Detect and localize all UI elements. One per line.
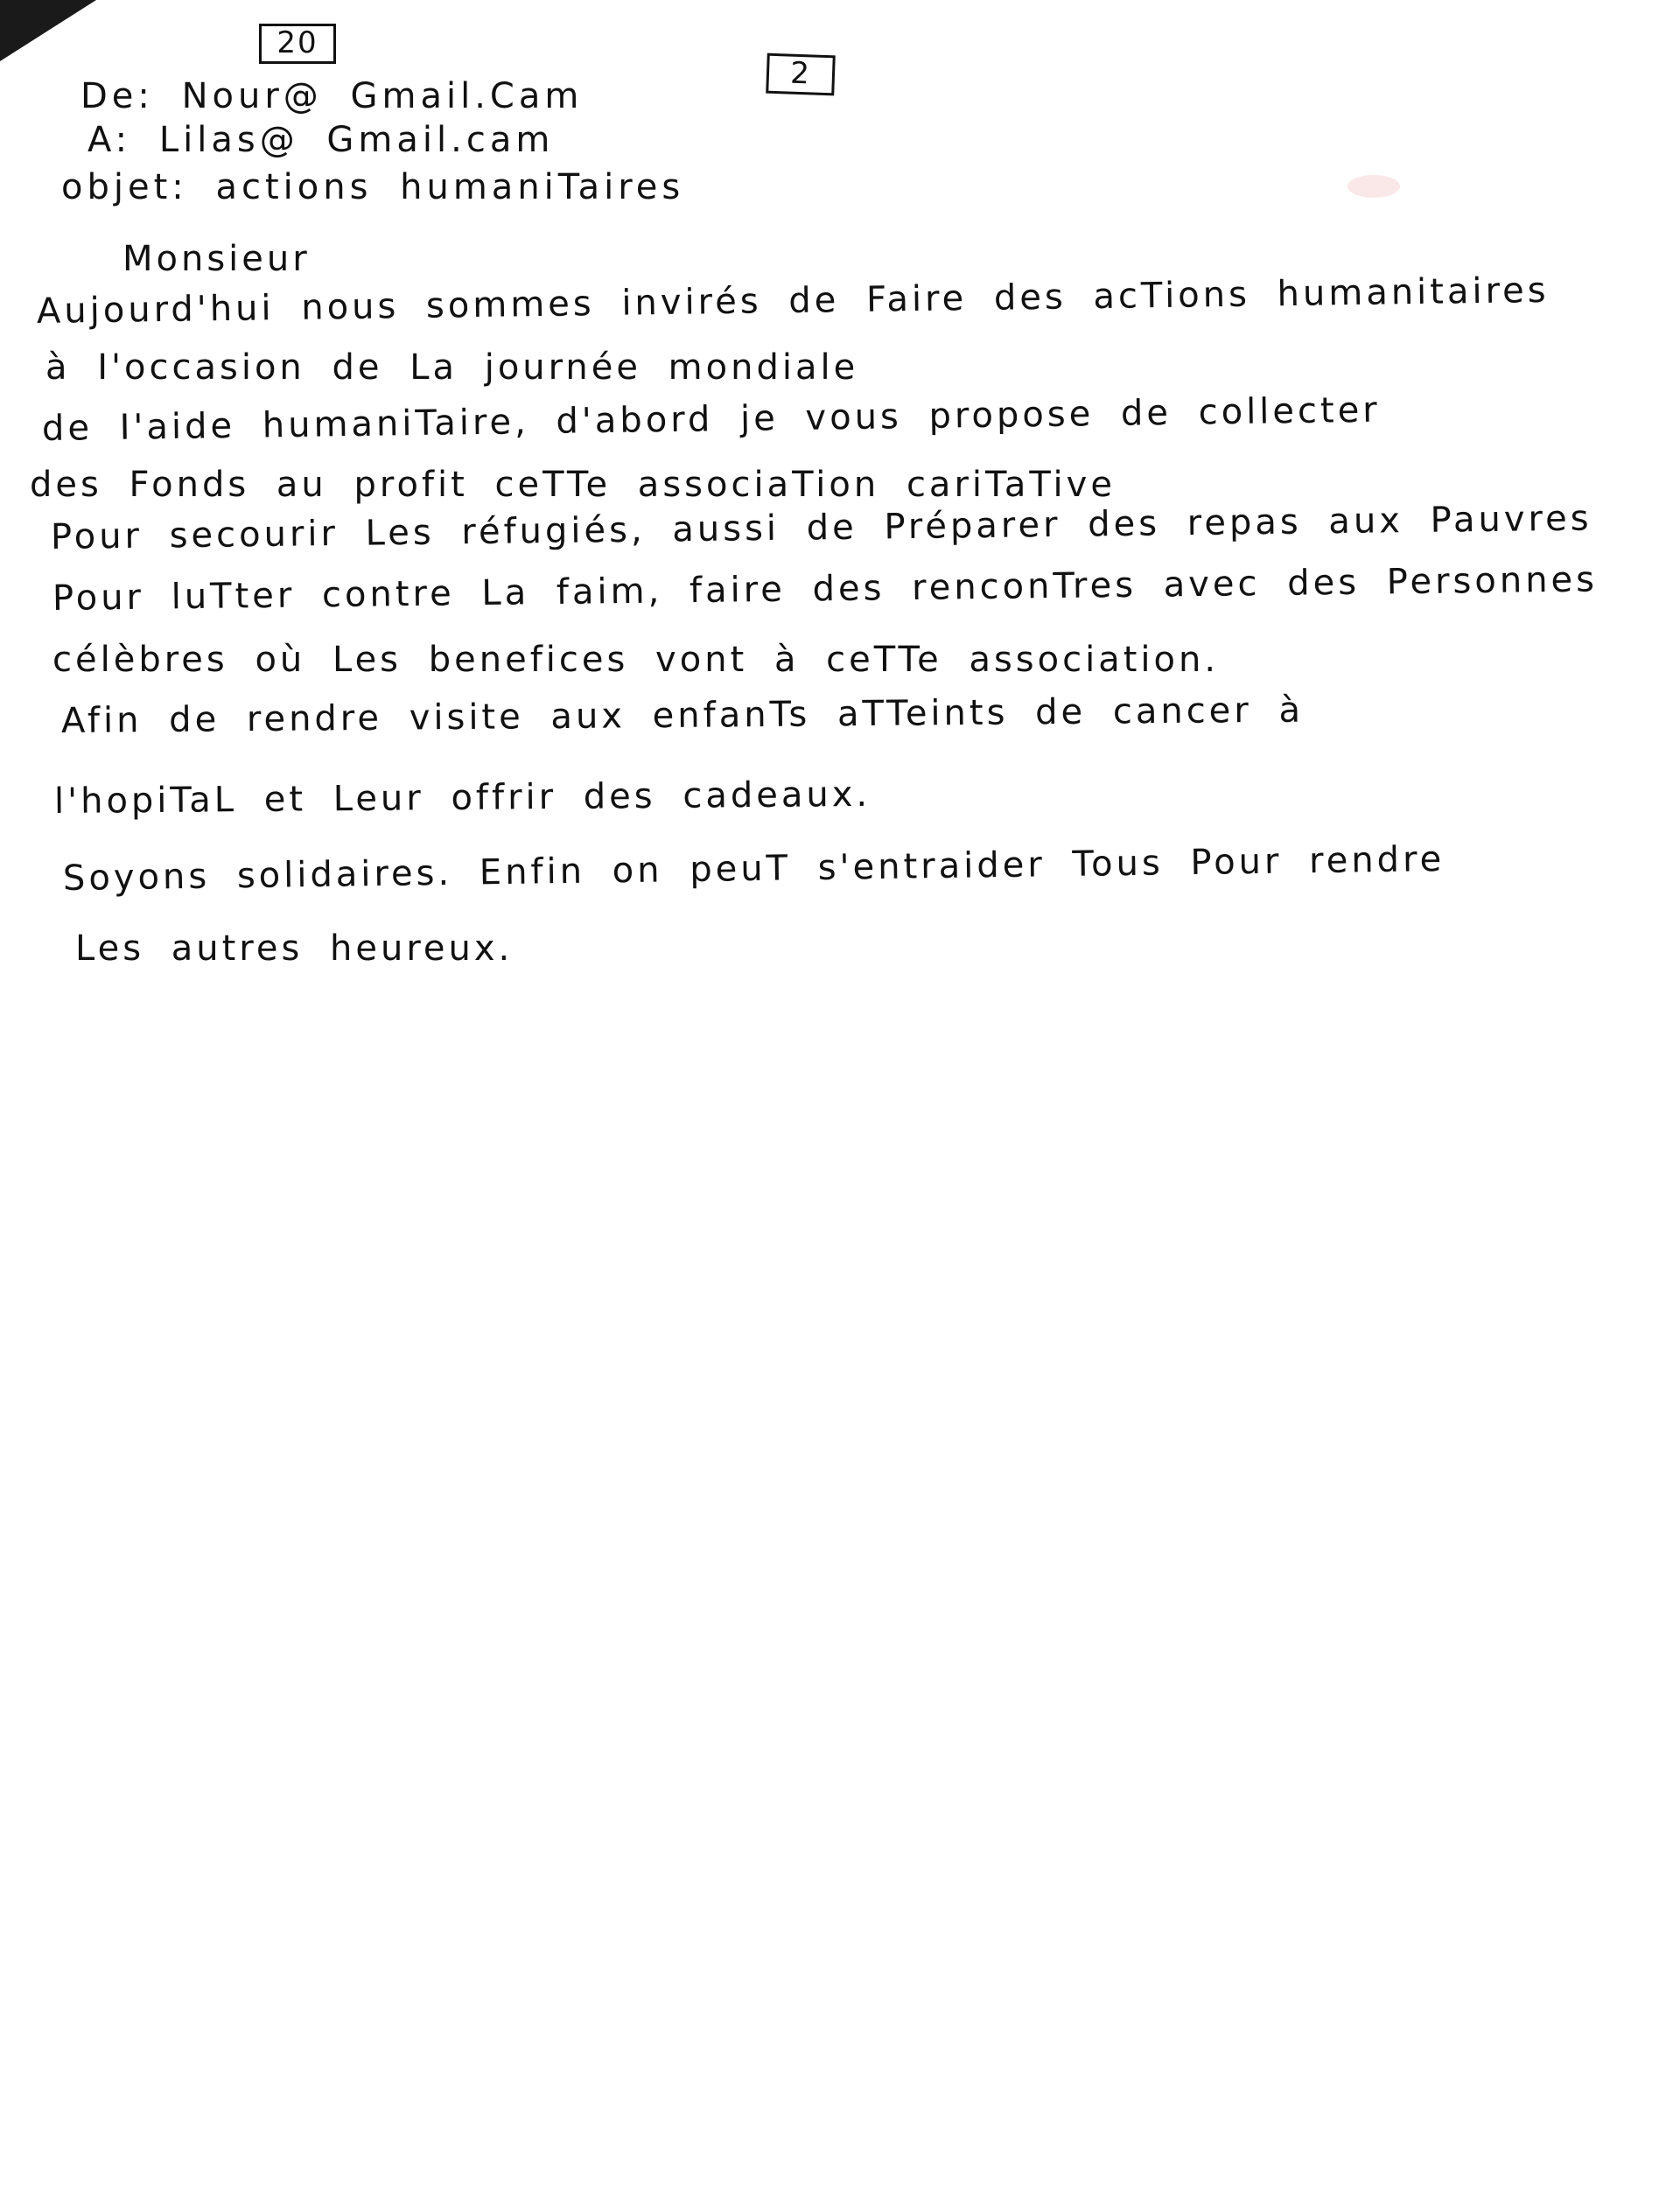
body-line-4: des Fonds au profit ceTTe associaTion cariTaTive (30, 465, 1116, 505)
email-subject-line: objet: actions humaniTaires (61, 167, 685, 207)
email-from-line: De: Nour@ Gmail.Cam (80, 76, 584, 116)
body-line-9: l'hopiTaL et Leur offrir des cadeaux. (53, 774, 872, 822)
body-line-11: Les autres heureux. (75, 928, 514, 969)
salutation: Monsieur (122, 239, 311, 279)
index-box: 2 (766, 53, 836, 96)
body-line-3: de I'aide humaniTaire, d'abord je vous propose de collecter (41, 389, 1382, 449)
body-line-5: Pour secourir Les réfugiés, aussi de Préparer des repas aux Pauvres (50, 498, 1592, 557)
score-box: 20 (259, 24, 336, 64)
body-line-1: Aujourd'hui nous sommes invirés de Faire des acTions humanitaires (36, 270, 1550, 332)
email-to-line: A: Lilas@ Gmail.cam (88, 120, 555, 160)
body-line-8: Afin de rendre visite aux enfanTs aTTeints de cancer à (60, 690, 1305, 741)
body-line-7: célèbres où Les benefices vont à ceTTe association. (52, 640, 1220, 680)
scan-dark-corner (0, 0, 96, 61)
body-line-2: à I'occasion de La journée mondiale (46, 347, 859, 388)
paper-smudge (1348, 175, 1400, 198)
body-line-6: Pour luTter contre La faim, faire des renconTres avec des Personnes (52, 559, 1599, 619)
body-line-10: Soyons solidaires. Enfin on peuT s'entraider Tous Pour rendre (62, 838, 1446, 899)
